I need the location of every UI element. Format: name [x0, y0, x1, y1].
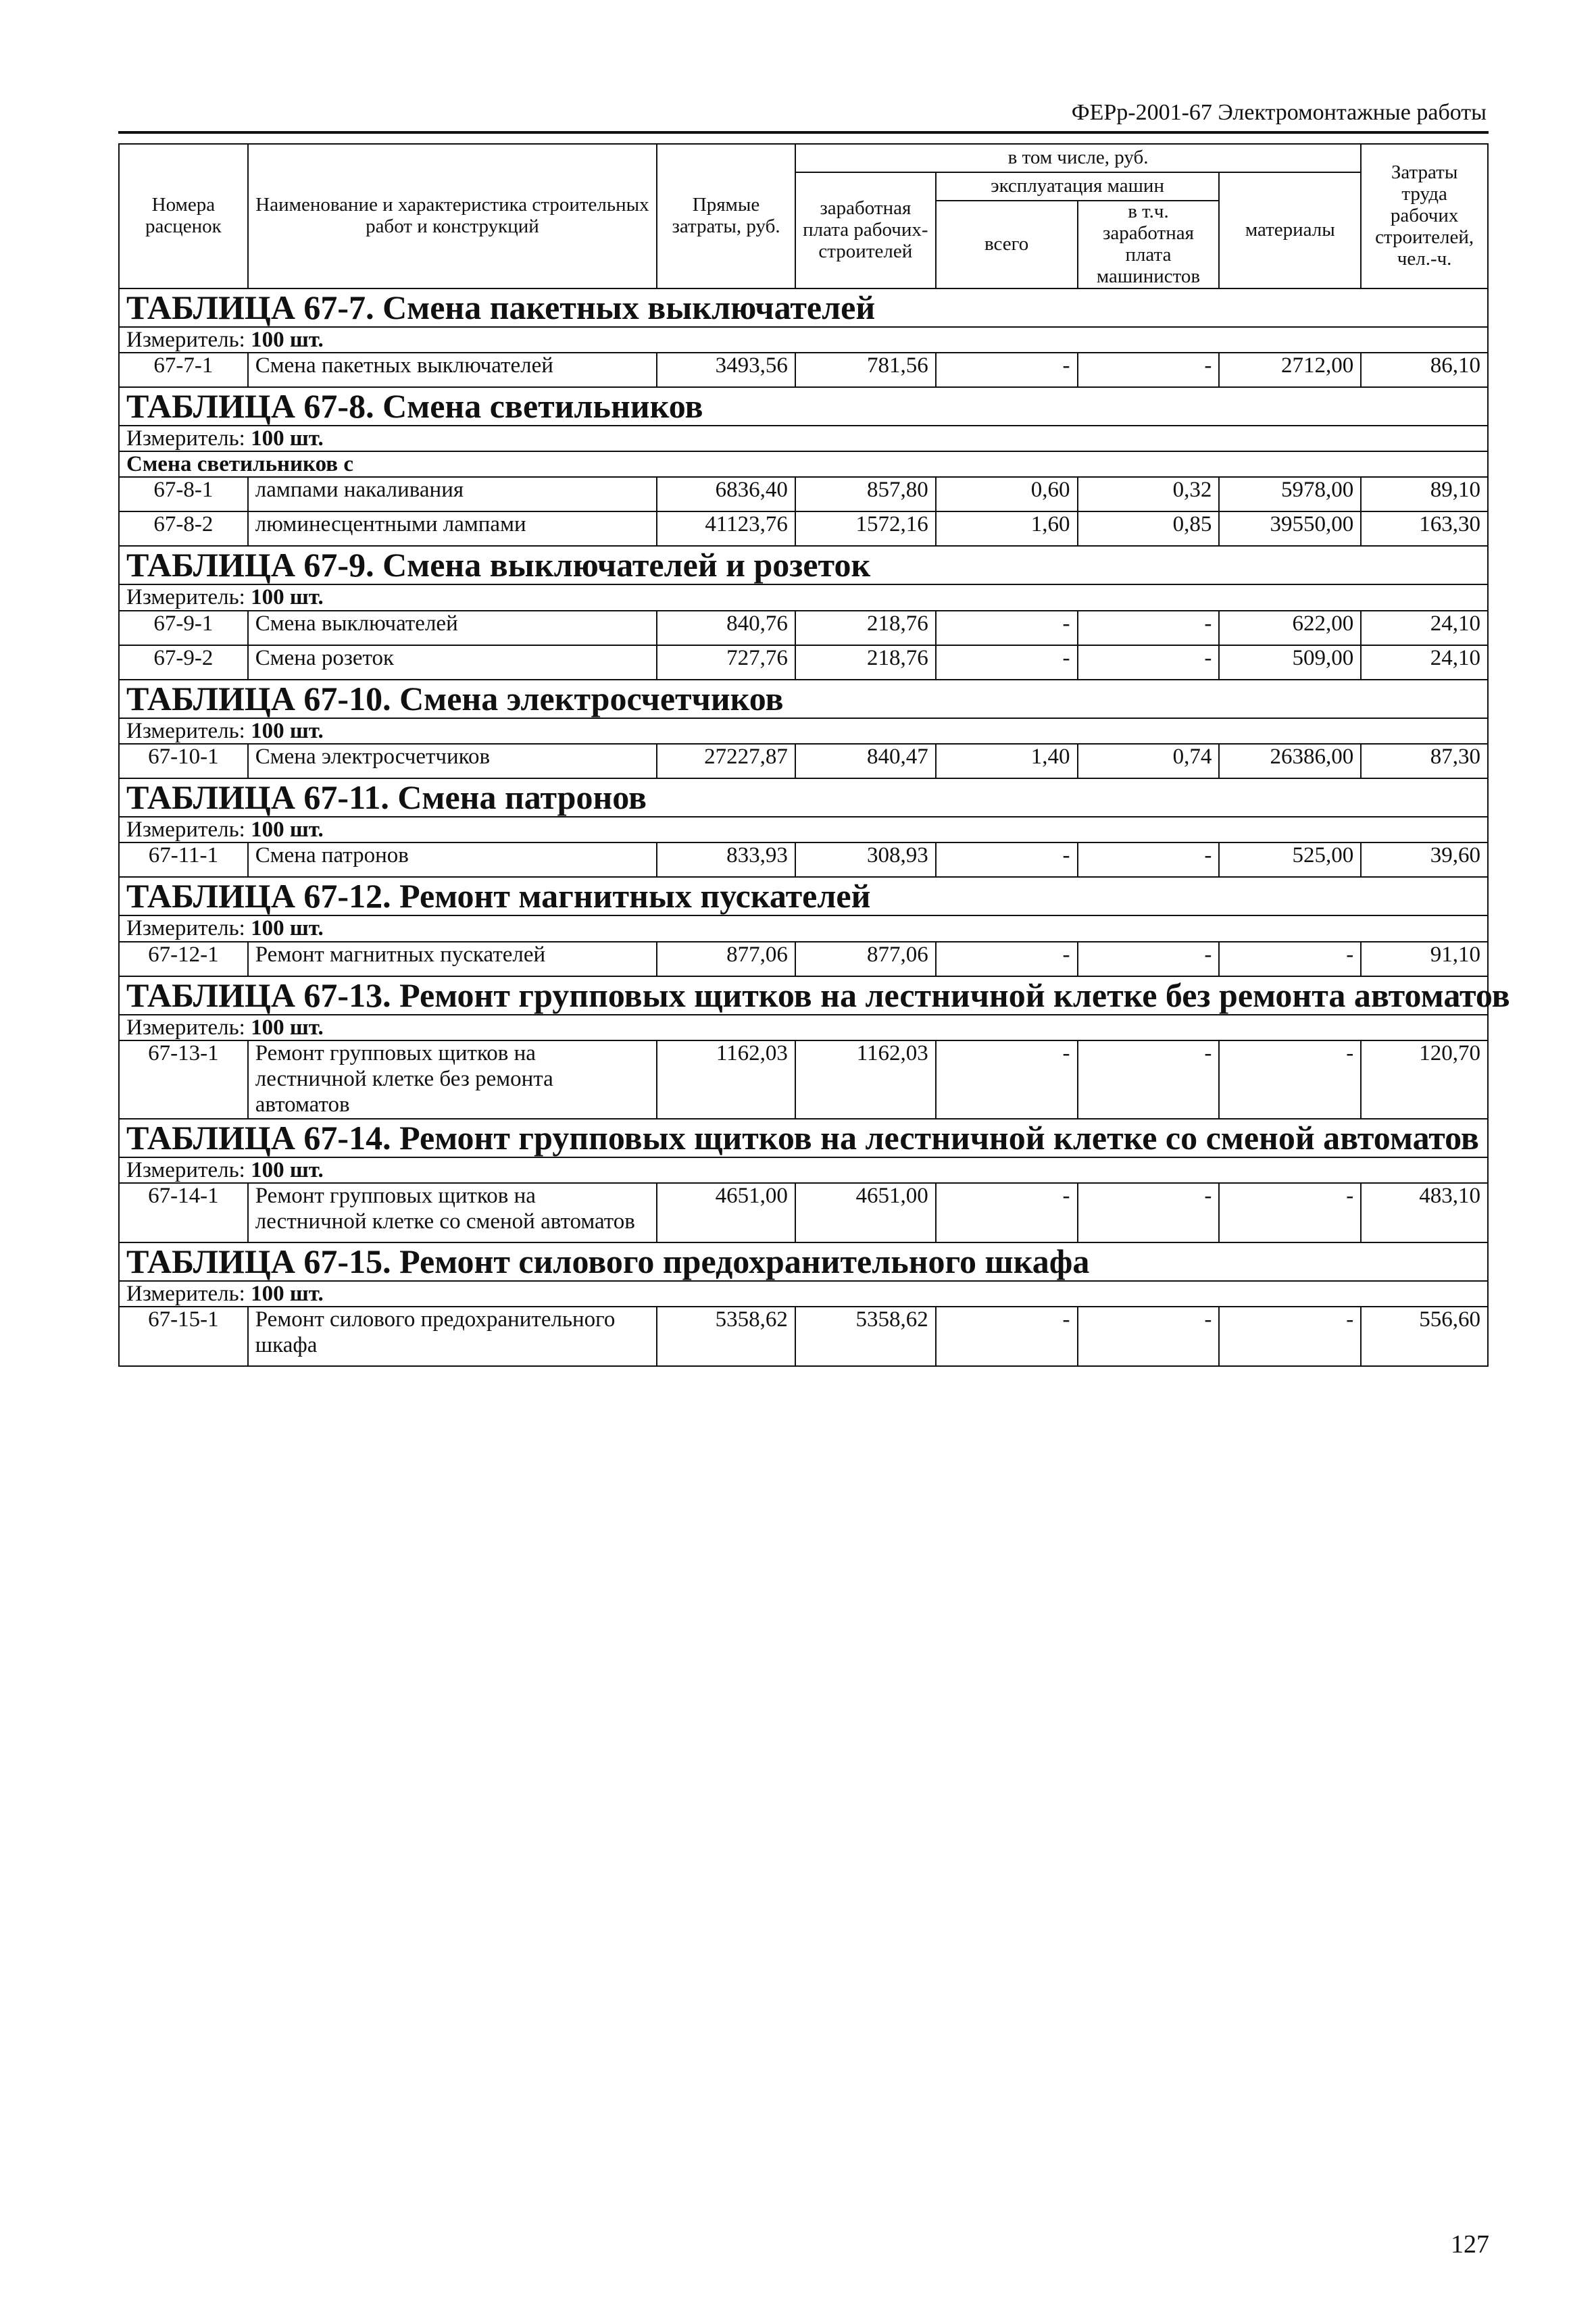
row-name: Смена электросчетчиков — [248, 744, 657, 778]
table-header — [119, 144, 1488, 288]
col-name-header: Наименование и характеристика строительных работ и конструкций — [248, 144, 657, 288]
meter-value: 100 шт. — [251, 1282, 324, 1307]
row-direct: 1162,03 — [657, 1040, 795, 1119]
row-materials: 39550,00 — [1219, 511, 1361, 546]
row-labor: 89,10 — [1361, 477, 1488, 511]
row-machines-wages: - — [1078, 942, 1220, 976]
row-materials: - — [1219, 942, 1361, 976]
meter-label: Измеритель: — [126, 1015, 245, 1040]
table-row — [119, 477, 1488, 511]
row-name: люминесцентными лампами — [248, 511, 657, 546]
row-direct: 27227,87 — [657, 744, 795, 778]
meter-label: Измеритель: — [126, 327, 245, 352]
meter-line — [119, 915, 1488, 941]
row-machines-total: - — [936, 842, 1078, 877]
row-wages: 5358,62 — [795, 1307, 936, 1366]
col-materials-header: материалы — [1219, 172, 1361, 288]
row-machines-wages: - — [1078, 611, 1220, 645]
meter-label: Измеритель: — [126, 426, 245, 451]
meter-line — [119, 1281, 1488, 1307]
table-section-67-12 — [119, 877, 1488, 976]
meter-label: Измеритель: — [126, 818, 245, 842]
table-section-67-9 — [119, 546, 1488, 679]
table-title: ТАБЛИЦА 67-12. Ремонт магнитных пускателей — [119, 877, 1488, 915]
row-wages: 1162,03 — [795, 1040, 936, 1119]
meter-value: 100 шт. — [251, 327, 324, 352]
table-section-67-15 — [119, 1242, 1488, 1366]
row-direct: 877,06 — [657, 942, 795, 976]
table-section-67-14 — [119, 1119, 1488, 1242]
row-code: 67-15-1 — [119, 1307, 248, 1366]
row-labor: 24,10 — [1361, 645, 1488, 680]
meter-value: 100 шт. — [251, 818, 324, 842]
table-section-67-13 — [119, 976, 1510, 1119]
row-wages: 4651,00 — [795, 1183, 936, 1242]
row-wages: 840,47 — [795, 744, 936, 778]
row-labor: 91,10 — [1361, 942, 1488, 976]
row-labor: 24,10 — [1361, 611, 1488, 645]
table-title: ТАБЛИЦА 67-9. Смена выключателей и розеток — [119, 546, 1488, 584]
row-wages: 308,93 — [795, 842, 936, 877]
meter-value: 100 шт. — [251, 718, 324, 743]
row-machines-wages: 0,74 — [1078, 744, 1220, 778]
row-materials: - — [1219, 1307, 1361, 1366]
row-code: 67-12-1 — [119, 942, 248, 976]
table-section-67-8 — [119, 387, 1488, 547]
row-machines-total: - — [936, 645, 1078, 680]
meter-value: 100 шт. — [251, 1157, 324, 1182]
row-name: Смена пакетных выключателей — [248, 353, 657, 387]
row-name: Ремонт магнитных пускателей — [248, 942, 657, 976]
row-direct: 840,76 — [657, 611, 795, 645]
row-machines-total: - — [936, 942, 1078, 976]
row-wages: 218,76 — [795, 611, 936, 645]
col-code-header: Номера расценок — [119, 144, 248, 288]
row-machines-wages: - — [1078, 1040, 1220, 1119]
col-wages-header: заработная плата рабочих-строителей — [795, 172, 936, 288]
row-machines-total: 1,40 — [936, 744, 1078, 778]
meter-value: 100 шт. — [251, 916, 324, 941]
row-machines-wages: - — [1078, 645, 1220, 680]
row-name: Смена выключателей — [248, 611, 657, 645]
table-row — [119, 353, 1488, 387]
row-labor: 87,30 — [1361, 744, 1488, 778]
col-incl-header: в том числе, руб. — [795, 144, 1361, 172]
meter-label: Измеритель: — [126, 1157, 245, 1182]
row-code: 67-11-1 — [119, 842, 248, 877]
table-row — [119, 1183, 1488, 1242]
table-title: ТАБЛИЦА 67-10. Смена электросчетчиков — [119, 680, 1488, 718]
row-machines-wages: 0,32 — [1078, 477, 1220, 511]
table-title: ТАБЛИЦА 67-15. Ремонт силового предохранительного шкафа — [119, 1242, 1488, 1281]
row-machines-total: - — [936, 611, 1078, 645]
meter-label: Измеритель: — [126, 585, 245, 610]
table-title: ТАБЛИЦА 67-8. Смена светильников — [119, 387, 1488, 426]
row-code: 67-8-1 — [119, 477, 248, 511]
table-title: ТАБЛИЦА 67-7. Смена пакетных выключателей — [119, 288, 1488, 327]
row-machines-wages: 0,85 — [1078, 511, 1220, 546]
row-name: Смена розеток — [248, 645, 657, 680]
row-materials: 26386,00 — [1219, 744, 1361, 778]
meter-value: 100 шт. — [251, 585, 324, 610]
row-labor: 556,60 — [1361, 1307, 1488, 1366]
meter-line — [119, 584, 1488, 610]
row-labor: 483,10 — [1361, 1183, 1488, 1242]
row-code: 67-8-2 — [119, 511, 248, 546]
row-machines-total: - — [936, 353, 1078, 387]
row-labor: 39,60 — [1361, 842, 1488, 877]
row-materials: 5978,00 — [1219, 477, 1361, 511]
col-direct-header: Прямые затраты, руб. — [657, 144, 795, 288]
table-row — [119, 1040, 1488, 1119]
table-title: ТАБЛИЦА 67-13. Ремонт групповых щитков на лестничной клетке без ремонта автоматов — [119, 976, 1488, 1015]
table-row — [119, 942, 1488, 976]
row-materials: 509,00 — [1219, 645, 1361, 680]
row-name: Ремонт групповых щитков на лестничной клетке без ремонта автоматов — [248, 1040, 657, 1119]
meter-label: Измеритель: — [126, 1282, 245, 1307]
meter-value: 100 шт. — [251, 1015, 324, 1040]
subheading: Смена светильников с — [119, 451, 1488, 477]
row-wages: 857,80 — [795, 477, 936, 511]
table-row — [119, 842, 1488, 877]
table-row — [119, 611, 1488, 645]
row-name: Смена патронов — [248, 842, 657, 877]
row-materials: 525,00 — [1219, 842, 1361, 877]
table-title: ТАБЛИЦА 67-11. Смена патронов — [119, 778, 1488, 817]
row-code: 67-14-1 — [119, 1183, 248, 1242]
row-direct: 727,76 — [657, 645, 795, 680]
meter-value: 100 шт. — [251, 426, 324, 451]
meter-line — [119, 817, 1488, 842]
table-row — [119, 744, 1488, 778]
row-code: 67-10-1 — [119, 744, 248, 778]
row-machines-wages: - — [1078, 1183, 1220, 1242]
row-direct: 4651,00 — [657, 1183, 795, 1242]
row-machines-wages: - — [1078, 842, 1220, 877]
row-materials: - — [1219, 1040, 1361, 1119]
col-labor-header: Затраты труда рабочих строителей, чел.-ч. — [1361, 144, 1488, 288]
row-materials: 622,00 — [1219, 611, 1361, 645]
row-materials: - — [1219, 1183, 1361, 1242]
row-direct: 3493,56 — [657, 353, 795, 387]
row-code: 67-13-1 — [119, 1040, 248, 1119]
row-direct: 5358,62 — [657, 1307, 795, 1366]
row-wages: 1572,16 — [795, 511, 936, 546]
meter-line — [119, 1015, 1488, 1040]
col-machines-header: эксплуатация машин — [936, 172, 1220, 201]
table-section-67-11 — [119, 778, 1488, 877]
meter-line — [119, 426, 1488, 451]
row-wages: 877,06 — [795, 942, 936, 976]
meter-label: Измеритель: — [126, 718, 245, 743]
table-title: ТАБЛИЦА 67-14. Ремонт групповых щитков на лестничной клетке со сменой автоматов — [119, 1119, 1488, 1157]
table-section-67-10 — [119, 680, 1488, 778]
row-machines-total: 0,60 — [936, 477, 1078, 511]
row-name: лампами накаливания — [248, 477, 657, 511]
page-number: 127 — [1451, 2230, 1489, 2259]
row-machines-total: 1,60 — [936, 511, 1078, 546]
row-wages: 781,56 — [795, 353, 936, 387]
row-machines-wages: - — [1078, 353, 1220, 387]
row-code: 67-7-1 — [119, 353, 248, 387]
row-name: Ремонт силового предохранительного шкафа — [248, 1307, 657, 1366]
row-code: 67-9-2 — [119, 645, 248, 680]
page-header: ФЕРр-2001-67 Электромонтажные работы — [1071, 100, 1487, 125]
meter-line — [119, 718, 1488, 744]
price-table — [118, 143, 1510, 1367]
row-wages: 218,76 — [795, 645, 936, 680]
row-machines-total: - — [936, 1040, 1078, 1119]
row-machines-wages: - — [1078, 1307, 1220, 1366]
row-code: 67-9-1 — [119, 611, 248, 645]
row-name: Ремонт групповых щитков на лестничной клетке со сменой автоматов — [248, 1183, 657, 1242]
table-row — [119, 511, 1488, 546]
meter-line — [119, 327, 1488, 353]
row-direct: 6836,40 — [657, 477, 795, 511]
row-materials: 2712,00 — [1219, 353, 1361, 387]
row-direct: 833,93 — [657, 842, 795, 877]
row-machines-total: - — [936, 1307, 1078, 1366]
row-labor: 163,30 — [1361, 511, 1488, 546]
col-machines-wages-header: в т.ч. заработная плата машинистов — [1078, 201, 1220, 288]
table-row — [119, 645, 1488, 680]
meter-line — [119, 1157, 1488, 1183]
row-machines-total: - — [936, 1183, 1078, 1242]
row-labor: 120,70 — [1361, 1040, 1488, 1119]
meter-label: Измеритель: — [126, 916, 245, 941]
table-section-67-7 — [119, 288, 1488, 387]
header-rule — [118, 131, 1489, 134]
row-direct: 41123,76 — [657, 511, 795, 546]
table-row — [119, 1307, 1488, 1366]
col-machines-total-header: всего — [936, 201, 1078, 288]
row-labor: 86,10 — [1361, 353, 1488, 387]
